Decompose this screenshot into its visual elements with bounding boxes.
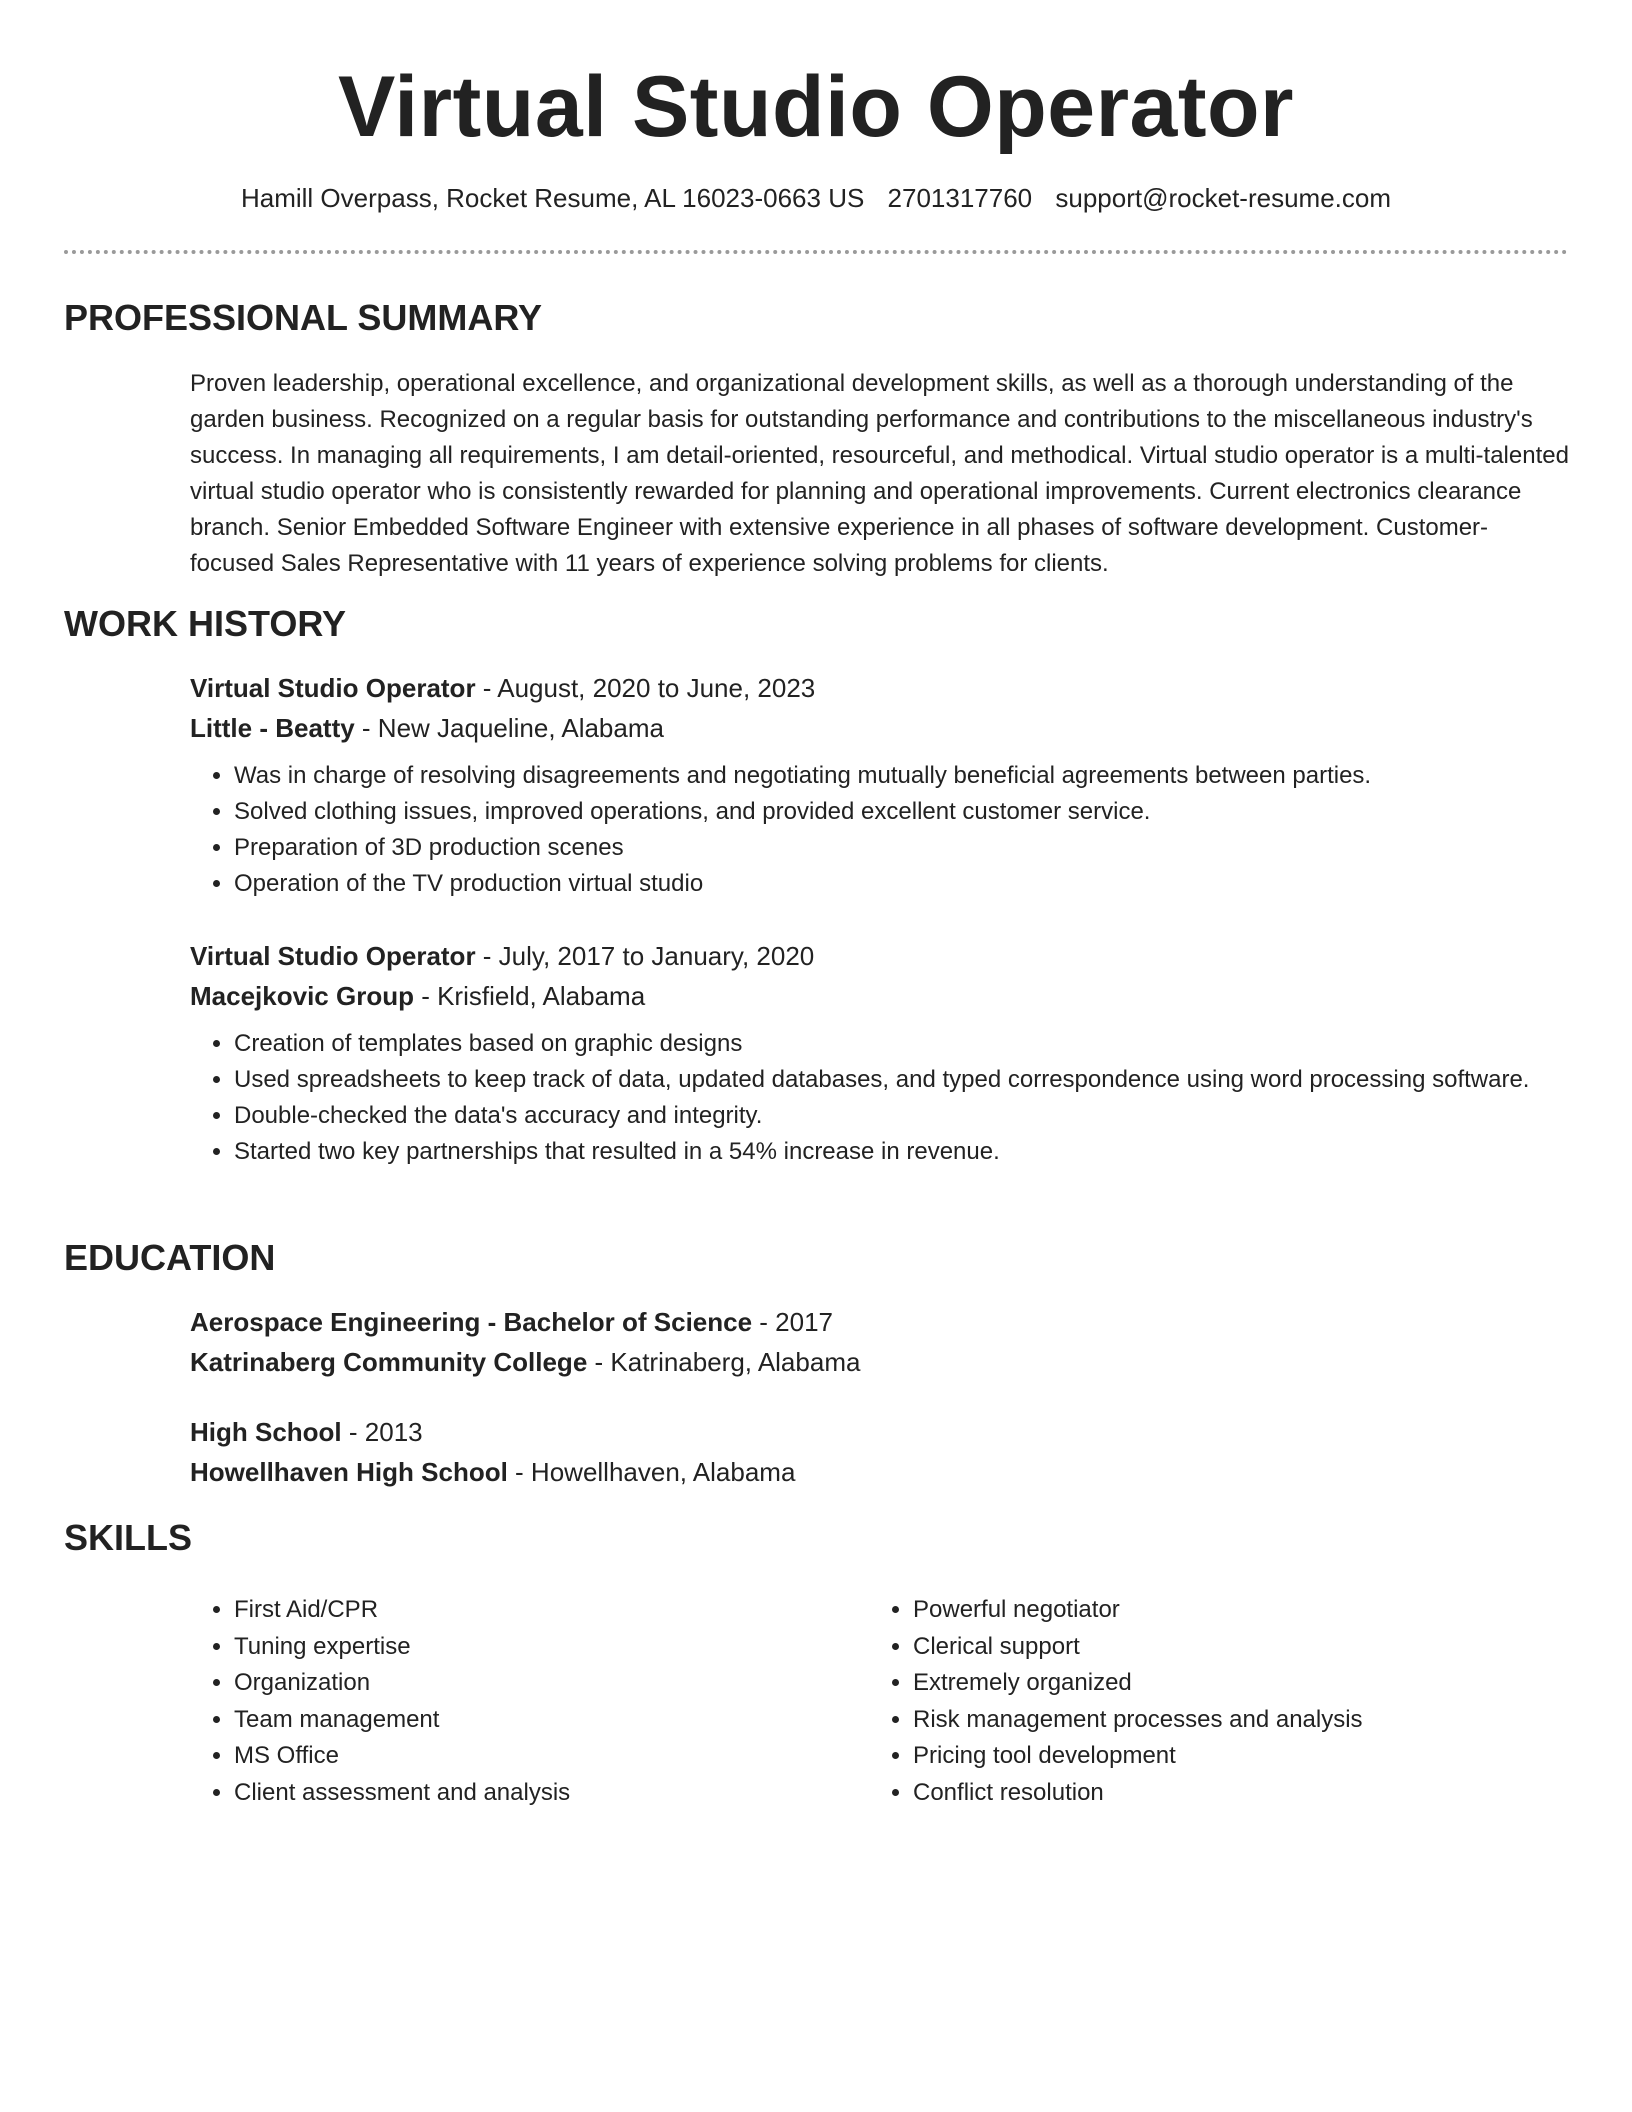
- education-year: - 2017: [752, 1307, 834, 1337]
- education-school: Katrinaberg Community College: [190, 1347, 588, 1377]
- job-bullet: • Started two key partnerships that resulted in a 54% increase in revenue.: [234, 1134, 1564, 1170]
- education-degree: Aerospace Engineering - Bachelor of Science: [190, 1307, 753, 1337]
- job-company-line: [190, 708, 1570, 748]
- job-dates: - August, 2020 to June, 2023: [475, 673, 816, 703]
- education-location: - Howellhaven, Alabama: [507, 1457, 796, 1487]
- job-location: - New Jaqueline, Alabama: [354, 713, 664, 743]
- job-company-line: [190, 976, 1570, 1016]
- section-title-summary: PROFESSIONAL SUMMARY: [64, 297, 543, 338]
- education-entry: [190, 1412, 1570, 1492]
- education-degree-line: [190, 1302, 1570, 1342]
- contact-line: [0, 180, 1632, 216]
- education-location: - Katrinaberg, Alabama: [587, 1347, 861, 1377]
- skills-list: [869, 1592, 1509, 1811]
- job-role: Virtual Studio Operator: [190, 941, 476, 971]
- job-bullet: • Creation of templates based on graphic designs: [234, 1026, 1564, 1062]
- education-degree: High School: [190, 1417, 342, 1447]
- education-school-line: [190, 1342, 1570, 1382]
- skills-column-right: [869, 1592, 1509, 1811]
- education-school: Howellhaven High School: [190, 1457, 508, 1487]
- job-bullets: [190, 1026, 1564, 1170]
- skills-column-left: [190, 1592, 830, 1811]
- job-role: Virtual Studio Operator: [190, 673, 476, 703]
- job-title-line: [190, 936, 1570, 976]
- job-bullet: • Preparation of 3D production scenes: [234, 830, 1570, 866]
- skills-list: [190, 1592, 830, 1811]
- section-title-work-history: WORK HISTORY: [64, 603, 347, 644]
- section-title-education: EDUCATION: [64, 1237, 276, 1278]
- skill-item: • Conflict resolution: [913, 1775, 1509, 1812]
- skill-item: • Pricing tool development: [913, 1738, 1509, 1775]
- summary-text: Proven leadership, operational excellence, and organizational development skills, as well as a thorough understanding of the garden business. Recognized on a regular basis for outstanding performance and contributions to the miscellaneous industry's success. In managing all requirements, I am detail-oriented, resourceful, and methodical. Virtual studio operator is a multi-talented virtual studio operator who is consistently rewarded for planning and operational improvements. Current electronics clearance branch. Senior Embedded Software Engineer with extensive experience in all phases of software development. Customer-focused Sales Representative with 11 years of experience solving problems for clients.: [190, 370, 1569, 577]
- skill-item: • Tuning expertise: [234, 1629, 830, 1666]
- skill-item: • Client assessment and analysis: [234, 1775, 830, 1812]
- education-school-line: [190, 1452, 1570, 1492]
- job-location: - Krisfield, Alabama: [413, 981, 646, 1011]
- contact-email: support@rocket-resume.com: [1055, 183, 1392, 213]
- job-bullet: • Solved clothing issues, improved operations, and provided excellent customer service.: [234, 794, 1570, 830]
- skill-item: • Organization: [234, 1665, 830, 1702]
- resume-name-heading: Virtual Studio Operator: [337, 59, 1295, 155]
- education-year: - 2013: [341, 1417, 423, 1447]
- job-bullet: • Double-checked the data's accuracy and integrity.: [234, 1098, 1564, 1134]
- section-title-skills: SKILLS: [64, 1517, 193, 1558]
- job-company: Macejkovic Group: [190, 981, 414, 1011]
- job-bullet: • Operation of the TV production virtual studio: [234, 866, 1570, 902]
- skill-item: • MS Office: [234, 1738, 830, 1775]
- skill-item: • Powerful negotiator: [913, 1592, 1509, 1629]
- job-entry: [190, 668, 1570, 902]
- job-entry: [190, 936, 1570, 1170]
- skill-item: • Clerical support: [913, 1629, 1509, 1666]
- skill-item: • Extremely organized: [913, 1665, 1509, 1702]
- job-dates: - July, 2017 to January, 2020: [475, 941, 815, 971]
- education-degree-line: [190, 1412, 1570, 1452]
- job-bullet: • Used spreadsheets to keep track of data, updated databases, and typed correspondence using word processing software.: [234, 1062, 1564, 1098]
- skill-item: • First Aid/CPR: [234, 1592, 830, 1629]
- job-title-line: [190, 668, 1570, 708]
- job-bullet: • Was in charge of resolving disagreements and negotiating mutually beneficial agreements between parties.: [234, 758, 1570, 794]
- contact-address: Hamill Overpass, Rocket Resume, AL 16023-0663 US: [240, 183, 865, 213]
- header-divider: [64, 250, 1568, 254]
- job-bullets: [190, 758, 1570, 902]
- skill-item: • Team management: [234, 1702, 830, 1739]
- skill-item: • Risk management processes and analysis: [913, 1702, 1509, 1739]
- job-company: Little - Beatty: [190, 713, 355, 743]
- contact-phone: 2701317760: [887, 183, 1033, 213]
- education-entry: [190, 1302, 1570, 1382]
